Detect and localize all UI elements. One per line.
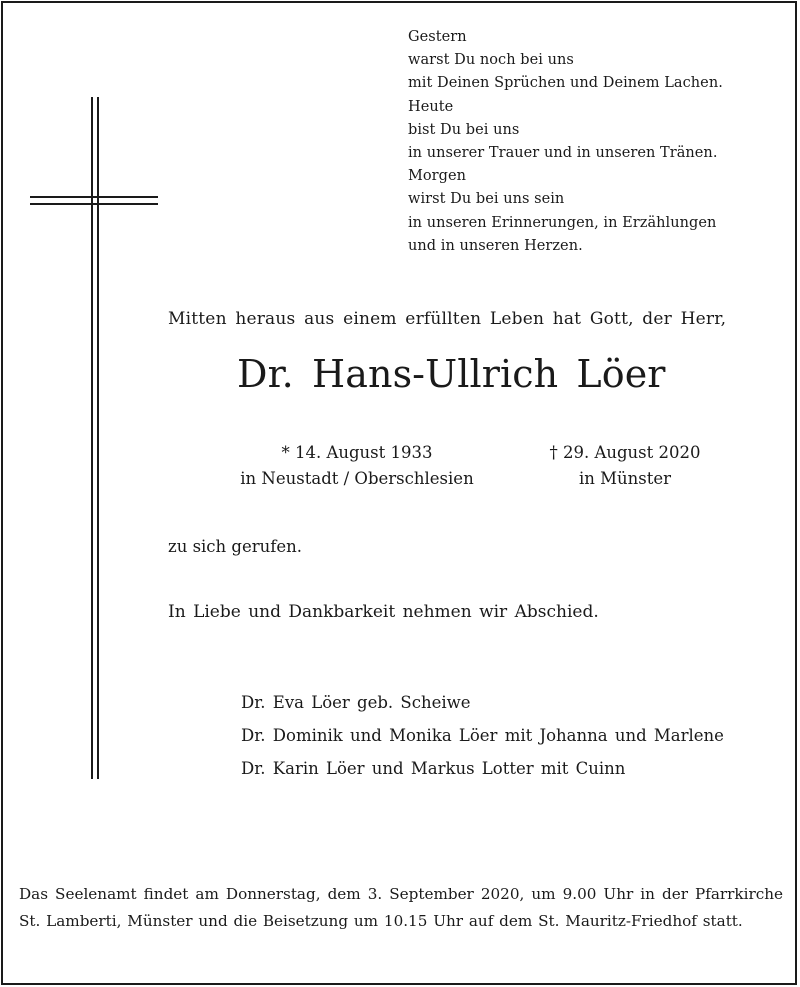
cross-icon — [30, 97, 160, 779]
mourner-line: Dr. Dominik und Monika Löer mit Johanna und Marlene — [241, 726, 724, 745]
birth-info — [226, 440, 488, 492]
poem-line: und in unseren Herzen. — [408, 237, 583, 254]
poem-line: mit Deinen Sprüchen und Deinem Lachen. — [408, 75, 723, 92]
poem-line: in unseren Erinnerungen, in Erzählungen — [408, 214, 717, 231]
poem-line: warst Du noch bei uns — [408, 52, 574, 69]
death-place: in Münster — [578, 469, 672, 488]
intro-text: Mitten heraus aus einem erfüllten Leben hat Gott, der Herr, — [168, 309, 727, 329]
birth-date: * 14. August 1933 — [281, 443, 433, 462]
poem-line: wirst Du bei uns sein — [408, 191, 565, 208]
mourner-line: Dr. Karin Löer und Markus Lotter mit Cuinn — [241, 759, 626, 778]
mourners-list — [241, 686, 724, 785]
poem-line: in unserer Trauer und in unseren Tränen. — [408, 145, 718, 162]
poem-line: Gestern — [408, 29, 467, 45]
farewell-text: In Liebe und Dankbarkeit nehmen wir Abschied. — [168, 602, 599, 622]
poem-line: Morgen — [408, 168, 467, 185]
poem-line: Heute — [408, 98, 454, 115]
called-home-text: zu sich gerufen. — [168, 537, 303, 556]
poem-line: bist Du bei uns — [408, 121, 520, 138]
service-notice: Das Seelenamt findet am Donnerstag, dem 3. September 2020, um 9.00 Uhr in der Pfarrkirche St. Lamberti, Münster und die Beisetzung um 10.15 Uhr auf dem St. Mauritz-Friedhof statt. — [19, 885, 783, 930]
death-info — [532, 440, 718, 492]
poem — [408, 26, 788, 258]
birth-place: in Neustadt / Oberschlesien — [240, 469, 474, 488]
mourner-line: Dr. Eva Löer geb. Scheiwe — [241, 693, 471, 712]
death-date: † 29. August 2020 — [549, 443, 701, 462]
deceased-name: Dr. Hans-Ullrich Löer — [237, 352, 666, 396]
